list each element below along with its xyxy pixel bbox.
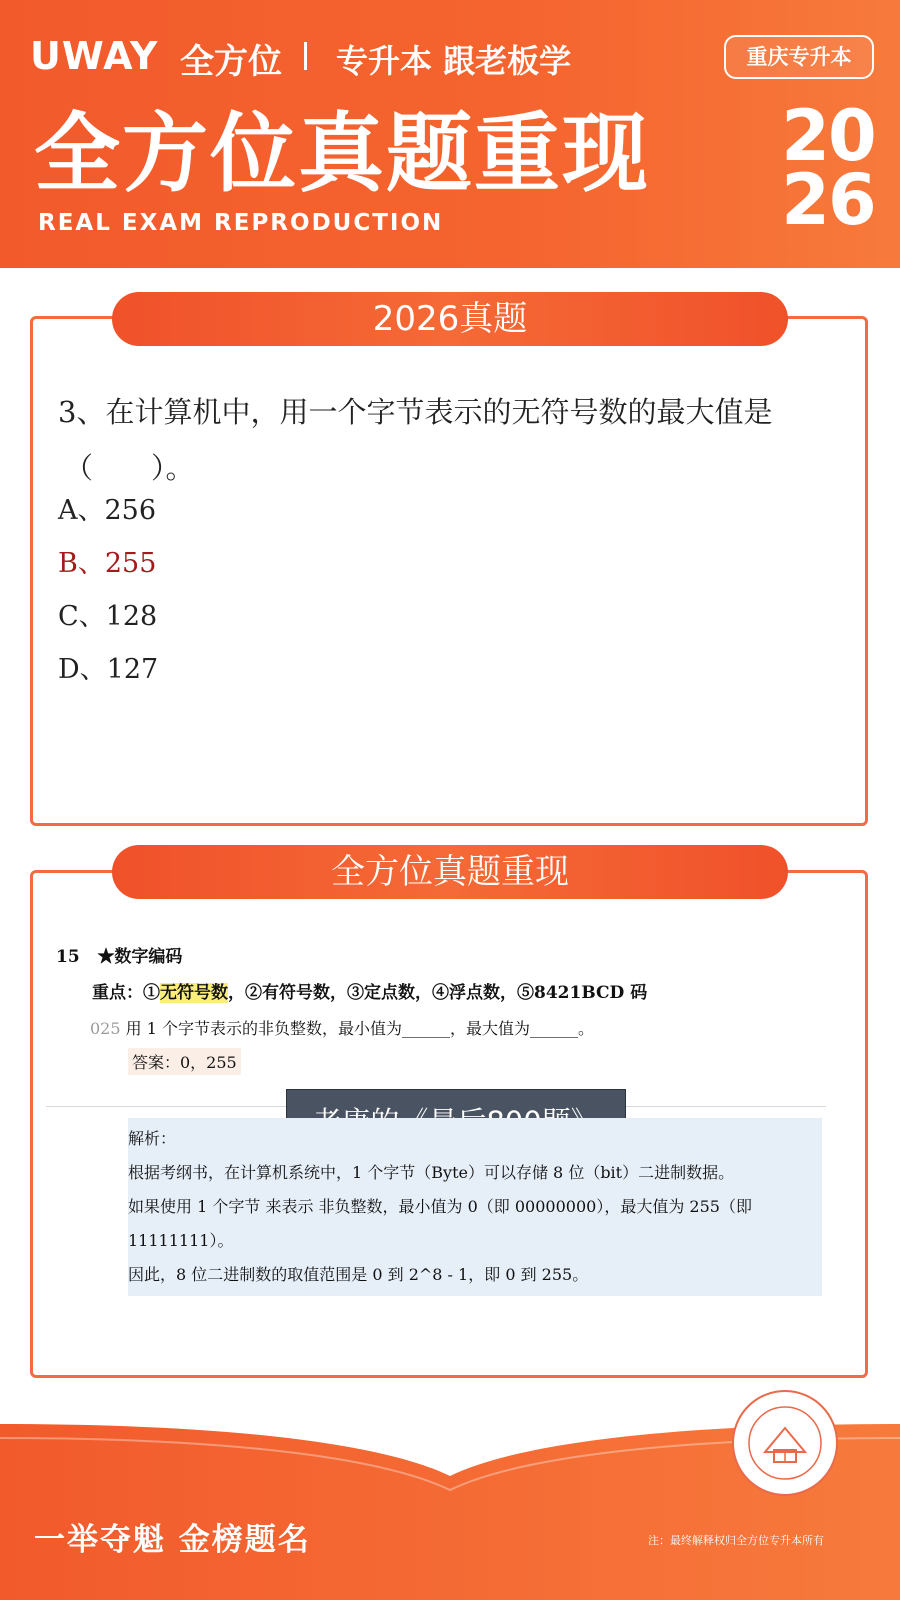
section-pill-reproduction: 全方位真题重现: [112, 845, 788, 899]
option-a[interactable]: A、256: [58, 495, 157, 526]
question-line-1: 3、在计算机中，用一个字节表示的无符号数的最大值是: [58, 395, 773, 429]
brand-logo: UWAY: [30, 34, 159, 78]
university-seal-icon: [730, 1388, 840, 1498]
section-pill-exam: 2026真题: [112, 292, 788, 346]
keypoints-prefix: 重点：①: [92, 983, 160, 1003]
brand-logo-cn: 全方位: [180, 42, 282, 82]
question-line-2: （ ）。: [64, 451, 195, 485]
year-label: [778, 95, 878, 241]
sub-question: [90, 1016, 594, 1039]
header-slogan: 专升本 跟老板学: [336, 42, 572, 80]
keypoints-highlight: 无符号数: [160, 983, 228, 1003]
sub-question-number: 025: [90, 1019, 121, 1038]
option-d[interactable]: D、127: [58, 654, 159, 685]
year-bottom: 26: [781, 159, 875, 241]
item-number: 15: [56, 947, 80, 967]
question-text: [58, 384, 848, 496]
footer-note: 注：最终解释权归全方位专升本所有: [648, 1534, 824, 1547]
option-c[interactable]: C、128: [58, 601, 158, 632]
analysis-block: [128, 1118, 822, 1296]
item-heading: [56, 942, 182, 967]
sub-question-text: 用 1 个字节表示的非负整数，最小值为______，最大值为______。: [125, 1019, 594, 1038]
footer-slogan: 一举夺魁 金榜题名: [34, 1522, 311, 1558]
keypoints: [92, 978, 647, 1003]
analysis-line: 如果使用 1 个字节 来表示 非负整数，最小值为 0（即 00000000），最大值为 255（即: [128, 1197, 752, 1216]
analysis-title: 解析：: [128, 1129, 177, 1148]
analysis-line: 11111111）。: [128, 1231, 234, 1250]
page-subtitle: REAL EXAM REPRODUCTION: [38, 210, 444, 236]
item-title: ★数字编码: [97, 947, 183, 967]
analysis-line: 根据考纲书，在计算机系统中，1 个字节（Byte）可以存储 8 位（bit）二进制数据。: [128, 1163, 735, 1182]
answer-text: 答案：0，255: [128, 1048, 241, 1075]
keypoints-rest: ，②有符号数，③定点数，④浮点数，⑤8421BCD 码: [228, 983, 648, 1003]
region-badge[interactable]: 重庆专升本: [724, 35, 874, 79]
page-title: 全方位真题重现: [34, 104, 650, 204]
header-divider: [304, 42, 307, 70]
option-b-correct[interactable]: B、255: [58, 548, 157, 579]
analysis-line: 因此，8 位二进制数的取值范围是 0 到 2^8 - 1，即 0 到 255。: [128, 1265, 589, 1284]
year-top: 20: [781, 95, 875, 177]
